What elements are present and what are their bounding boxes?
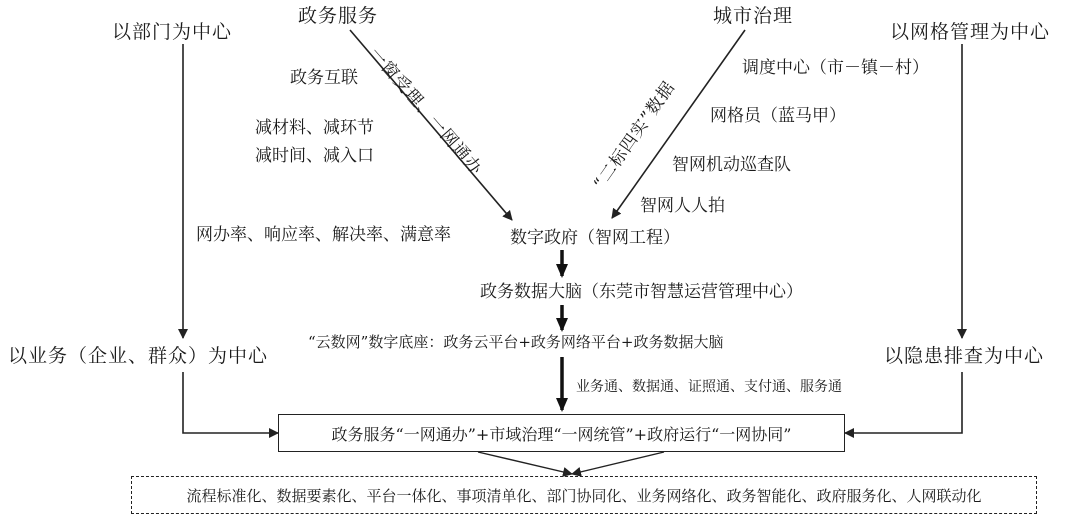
label-top-left: 以部门为中心 (112, 21, 233, 43)
left-item-3: 减时间、减入口 (255, 146, 374, 166)
bottom-box (131, 476, 1037, 514)
left-diagonal-label: 一窗受理、一网通办 (364, 44, 487, 180)
left-item-1: 政务互联 (290, 68, 358, 88)
outcome-to-bottom-left (478, 452, 572, 474)
data-brain-label: 政务数据大脑（东莞市智慧运营管理中心） (480, 282, 803, 302)
label-mid-left: 以业务（企业、群众）为中心 (8, 345, 269, 367)
left-item-2: 减材料、减环节 (255, 118, 374, 138)
outcome-box-text: 政务服务“一网通办”+市域治理“一网统管”+政府运行“一网协同” (331, 424, 792, 444)
left-to-outcome-arrow (183, 372, 278, 433)
right-item-3: 智网机动巡查队 (672, 155, 791, 175)
outcome-to-bottom-right (572, 452, 664, 474)
foundation-label: “云数网”数字底座：政务云平台+政务网络平台+政务数据大脑 (308, 333, 724, 351)
left-branch-title: 政务服务 (298, 5, 379, 27)
channels-label: 业务通、数据通、证照通、支付通、服务通 (576, 379, 842, 395)
label-top-right: 以网格管理为中心 (890, 21, 1051, 43)
outcome-box (278, 414, 845, 452)
right-to-outcome-arrow (845, 372, 962, 433)
digital-gov-label: 数字政府（智网工程） (510, 228, 680, 248)
right-item-4: 智网人人拍 (640, 196, 725, 216)
right-branch-title: 城市治理 (713, 5, 794, 27)
right-item-1: 调度中心（市－镇－村） (742, 58, 929, 78)
right-item-2: 网格员（蓝马甲） (710, 106, 846, 126)
metrics-label: 网办率、响应率、解决率、满意率 (196, 225, 451, 245)
bottom-box-text: 流程标准化、数据要素化、平台一体化、事项清单化、部门协同化、业务网络化、政务智能化、政府服务化、人网联动化 (186, 486, 982, 505)
label-mid-right: 以隐患排查为中心 (884, 345, 1045, 367)
right-diagonal-label: “二标四实”数据 (590, 77, 680, 194)
